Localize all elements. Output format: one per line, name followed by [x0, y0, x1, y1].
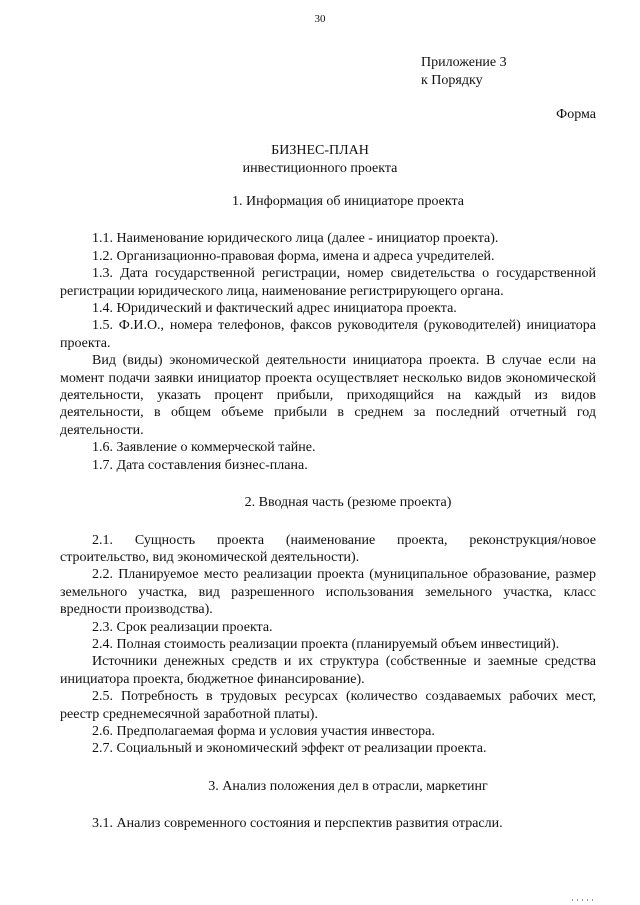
- paragraph: 2.6. Предполагаемая форма и условия участия инвестора.: [92, 723, 435, 739]
- paragraph: 1.7. Дата составления бизнес-плана.: [92, 457, 308, 473]
- paragraph: 2.4. Полная стоимость реализации проекта (планируемый объем инвестиций).: [92, 636, 560, 652]
- page-number: 30: [314, 13, 326, 25]
- paragraph: Источники денежных средств и их структура (собственные и заемные средства инициатора проекта, бюджетное финансирование).: [60, 654, 596, 687]
- document-body: [60, 193, 596, 833]
- paragraph: Вид (виды) экономической деятельности инициатора проекта. В случае если на момент подачи заявки инициатор проекта осуществляет несколько видов экономической деятельности, указать процент прибыли, приходящийся на каждый из видов деятельности, в общем объеме прибыли в среднем за последний отчетный год деятельности.: [60, 353, 596, 438]
- paragraph: 1.6. Заявление о коммерческой тайне.: [92, 440, 316, 456]
- section-heading: 3. Анализ положения дел в отрасли, маркетинг: [208, 778, 488, 794]
- scan-artifact: [572, 899, 594, 901]
- paragraph: 2.1. Сущность проекта (наименование проекта, реконструкция/новое строительство, вид экономической деятельности).: [60, 532, 596, 565]
- section-body: [60, 815, 596, 832]
- section-body: [60, 532, 596, 758]
- paragraph: 2.5. Потребность в трудовых ресурсах (количество создаваемых рабочих мест, реестр среднемесячной заработной платы).: [60, 689, 596, 722]
- paragraph: 1.5. Ф.И.О., номера телефонов, факсов руководителя (руководителей) инициатора проекта.: [60, 318, 596, 351]
- paragraph: 2.2. Планируемое место реализации проекта (муниципальное образование, размер земельного участка, вид разрешенного использования земельного участка, класс вредности производства).: [60, 567, 596, 618]
- document-title: [0, 142, 640, 178]
- paragraph: 2.3. Срок реализации проекта.: [92, 619, 273, 635]
- form-label: Форма: [556, 107, 596, 122]
- section-heading: 1. Информация об инициаторе проекта: [232, 194, 464, 209]
- document-title-main: БИЗНЕС-ПЛАН: [271, 143, 369, 158]
- paragraph: 1.4. Юридический и фактический адрес инициатора проекта.: [92, 301, 457, 317]
- paragraph: 2.7. Социальный и экономический эффект от реализации проекта.: [92, 741, 487, 757]
- paragraph: 1.2. Организационно-правовая форма, имена и адреса учредителей.: [92, 248, 495, 264]
- section-body: [60, 230, 596, 474]
- paragraph: 1.3. Дата государственной регистрации, номер свидетельства о государственной регистрации юридического лица, наименование регистрирующего органа.: [60, 266, 596, 299]
- appendix-line-1: Приложение 3: [421, 55, 507, 70]
- section-2: [60, 494, 596, 758]
- appendix-line-2: к Порядку: [421, 73, 483, 88]
- section-heading: 2. Вводная часть (резюме проекта): [244, 495, 452, 511]
- paragraph: 1.1. Наименование юридического лица (далее - инициатор проекта).: [92, 231, 499, 247]
- section-3: [60, 778, 596, 833]
- document-title-sub: инвестиционного проекта: [242, 161, 398, 176]
- appendix-reference: [421, 54, 507, 90]
- section-1: [60, 193, 596, 474]
- paragraph: 3.1. Анализ современного состояния и перспектив развития отрасли.: [92, 816, 503, 832]
